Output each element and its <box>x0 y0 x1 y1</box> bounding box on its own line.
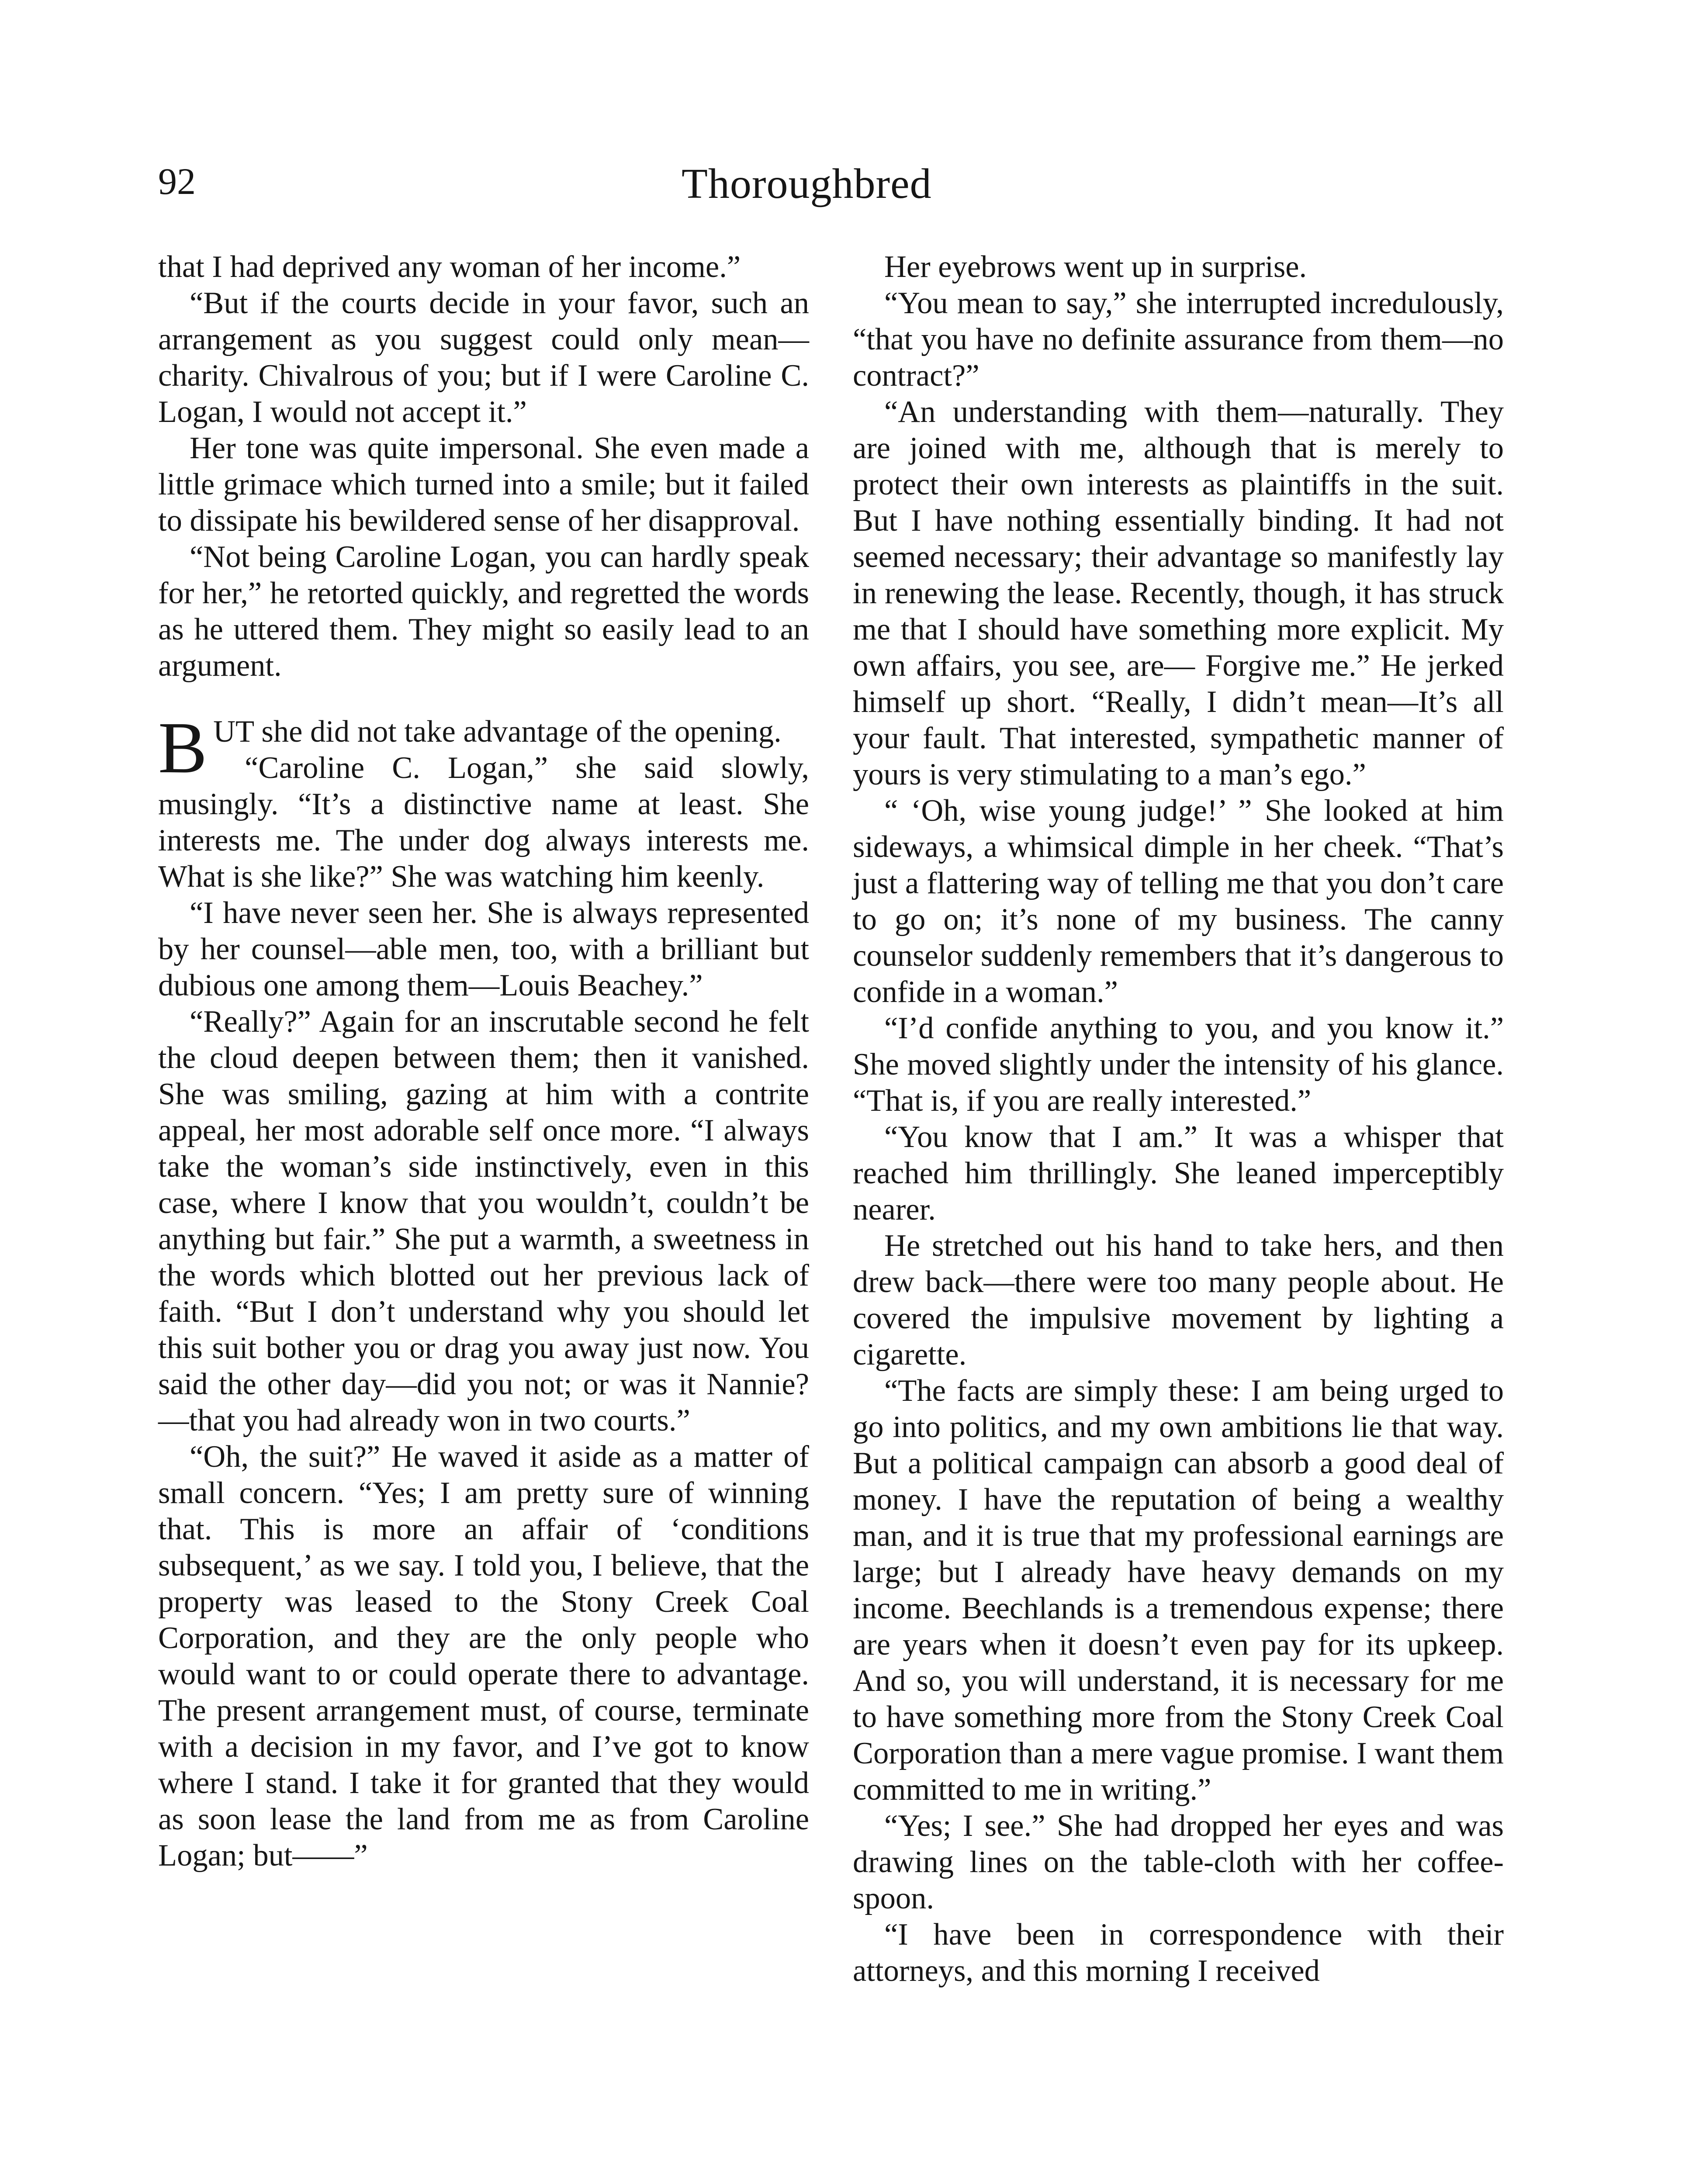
paragraph: that I had deprived any woman of her income.” <box>158 250 741 284</box>
page-number: 92 <box>158 160 196 202</box>
paragraph: “You know that I am.” It was a whisper that reached him thrillingly. She leaned imperceptibly nearer. <box>853 1120 1504 1227</box>
running-head-title: Thoroughbred <box>682 160 932 207</box>
paragraph: “You mean to say,” she interrupted incredulously, “that you have no definite assurance from them—no contract?” <box>853 286 1504 393</box>
paragraph: “An understanding with them—naturally. They are joined with me, although that is merely to protect their own interests as plaintiffs in the suit. But I have nothing essentially binding. It had not seemed necessary; their advantage so manifestly lay in renewing the lease. Recently, though, it has struck me that I should have something more explicit. My own affairs, you see, are— Forgive me.” He jerked himself up short. “Really, I didn’t mean—It’s all your fault. That interested, sympathetic manner of yours is very stimulating to a man’s ego.” <box>853 395 1504 791</box>
paragraph: “Really?” Again for an inscrutable second he felt the cloud deepen between them; then it vanished. She was smiling, gazing at him with a contrite appeal, her most adorable self once more. “I always take the woman’s side instinctively, even in this case, where I know that you wouldn’t, couldn’t be anything but fair.” She put a warmth, a sweetness in the words which blotted out her previous lack of faith. “But I don’t understand why you should let this suit bother you or drag you away just now. You said the other day—did you not; or was it Nannie?—that you had already won in two courts.” <box>158 1005 809 1438</box>
paragraph: “But if the courts decide in your favor, such an arrangement as you suggest could only mean—charity. Chivalrous of you; but if I were Caroline C. Logan, I would not accept it.” <box>158 286 809 429</box>
paragraph: “I have been in correspondence with their attorneys, and this morning I received <box>853 1918 1504 1988</box>
drop-cap: B <box>158 707 208 788</box>
right-column <box>853 249 1504 1989</box>
section-opening-paragraph <box>158 707 809 788</box>
left-column <box>158 249 809 1874</box>
paragraph: “Yes; I see.” She had dropped her eyes and was drawing lines on the table-cloth with her coffee-spoon. <box>853 1809 1504 1915</box>
paragraph: “Not being Caroline Logan, you can hardly speak for her,” he retorted quickly, and regretted the words as he uttered them. They might so easily lead to an argument. <box>158 540 809 683</box>
paragraph-text: she did not take advantage of the opening. <box>253 715 782 749</box>
paragraph: Her eyebrows went up in surprise. <box>884 250 1307 284</box>
paragraph: He stretched out his hand to take hers, and then drew back—there were too many people about. He covered the impulsive movement by lighting a cigarette. <box>853 1229 1504 1372</box>
paragraph: “I have never seen her. She is always represented by her counsel—able men, too, with a brilliant but dubious one among them—Louis Beachey.” <box>158 896 809 1002</box>
paragraph: “I’d confide anything to you, and you know it.” She moved slightly under the intensity of his glance. “That is, if you are really interested.” <box>853 1011 1504 1118</box>
paragraph: “ ‘Oh, wise young judge!’ ” She looked at him sideways, a whimsical dimple in her cheek. “That’s just a flattering way of telling me that you don’t care to go on; it’s none of my business. The canny counselor suddenly remembers that it’s dangerous to confide in a woman.” <box>853 794 1504 1009</box>
small-caps-lead: UT <box>213 715 254 749</box>
paragraph: Her tone was quite impersonal. She even made a little grimace which turned into a smile; but it failed to dissipate his bewildered sense of her disapproval. <box>158 431 809 538</box>
paragraph: “The facts are simply these: I am being urged to go into politics, and my own ambitions lie that way. But a political campaign can absorb a good deal of money. I have the reputation of being a wealthy man, and it is true that my professional earnings are large; but I already have heavy demands on my income. Beechlands is a tremendous expense; there are years when it doesn’t even pay for its upkeep. And so, you will understand, it is necessary for me to have something more from the Stony Creek Coal Corporation than a mere vague promise. I want them committed to me in writing.” <box>853 1374 1504 1807</box>
paragraph: “Oh, the suit?” He waved it aside as a matter of small concern. “Yes; I am pretty sure of winning that. This is more an affair of ‘conditions subsequent,’ as we say. I told you, I believe, that the property was leased to the Stony Creek Coal Corporation, and they are the only people who would want to or could operate there to advantage. The present arrangement must, of course, terminate with a decision in my favor, and I’ve got to know where I stand. I take it for granted that they would as soon lease the land from me as from Caroline Logan; but——” <box>158 1440 809 1873</box>
paragraph: “Caroline C. Logan,” she said slowly, musingly. “It’s a distinctive name at least. She interests me. The under dog always interests me. What is she like?” She was watching him keenly. <box>158 751 809 894</box>
